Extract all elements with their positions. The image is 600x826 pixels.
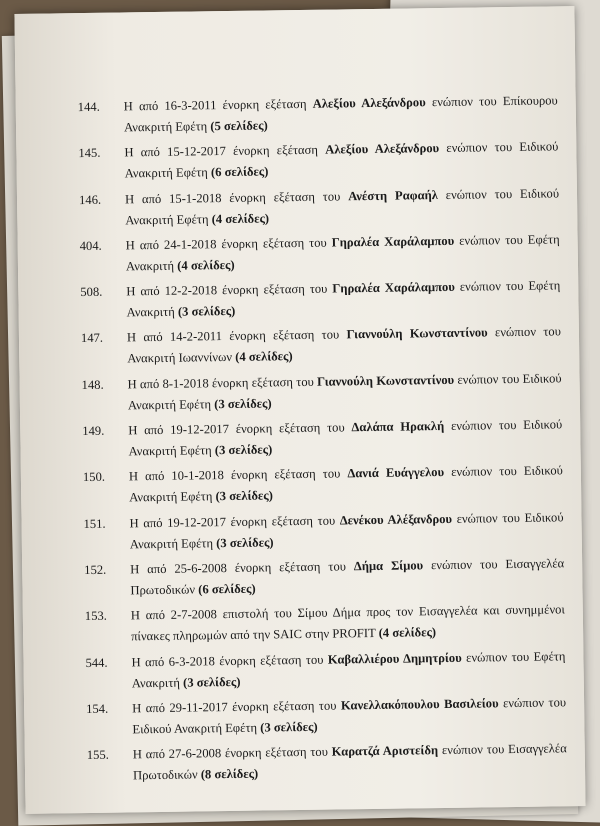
entry-text — [131, 600, 566, 648]
list-item — [86, 692, 567, 741]
entry-number: 146. — [79, 189, 126, 232]
entry-text — [128, 414, 563, 462]
entry-number: 153. — [85, 606, 132, 649]
list-item — [85, 646, 566, 695]
list-item — [87, 738, 568, 787]
entry-description: Η από 6-3-2018 ένορκη εξέταση του — [131, 652, 328, 669]
page-count: (3 σελίδες) — [260, 720, 318, 735]
witness-name: Καρατζά Αριστείδη — [332, 743, 439, 758]
witness-name: Καβαλλιέρου Δημητρίου — [328, 650, 462, 666]
witness-name: Αλεξίου Αλεξάνδρου — [313, 95, 426, 111]
entry-authority: ενώπιον του Ειδικού Ανακριτή Εφέτη — [128, 371, 562, 412]
entry-authority: ενώπιον του Εφέτη Ανακριτή — [126, 232, 560, 273]
entry-text — [124, 90, 559, 138]
entry-number: 508. — [80, 282, 127, 325]
witness-name: Γιαννούλη Κωνσταντίνου — [317, 373, 454, 389]
list-item — [82, 414, 563, 463]
entry-authority: ενώπιον του Ειδικού Ανακριτή Εφέτη — [125, 186, 559, 227]
page-count: (3 σελίδες) — [183, 674, 241, 689]
list-item — [79, 183, 560, 232]
entry-authority: ενώπιον του Ειδικού Ανακριτή Εφέτη — [130, 510, 564, 551]
entry-number: 155. — [87, 745, 134, 788]
page-count: (3 σελίδες) — [215, 489, 273, 504]
entry-text — [129, 507, 564, 555]
entry-text — [126, 229, 561, 277]
entry-description: Η από 19-12-2017 ένορκη εξέταση του — [129, 513, 339, 530]
entry-authority: ενώπιον του Ειδικού Ανακριτή Εφέτη — [132, 695, 566, 736]
witness-name: Γηραλέα Χαράλαμπου — [332, 280, 455, 296]
entry-text — [127, 368, 562, 416]
list-item — [78, 90, 559, 139]
entry-authority: ενώπιον του Ανακριτή Ιωαννίνων — [127, 325, 561, 366]
entry-description: Η από 2-7-2008 επιστολή του Σίμου Δήμα προς τον Εισαγγελέα και συνημμένοι πίνακες πληρωμών από την SAIC στην PROFIT — [131, 603, 565, 644]
entry-description: Η από 15-12-2017 ένορκη εξέταση — [124, 143, 325, 160]
list-item — [81, 322, 562, 371]
entry-number: 149. — [82, 420, 129, 463]
page-count: (3 σελίδες) — [215, 442, 273, 457]
entry-number: 404. — [80, 235, 127, 278]
entry-number: 152. — [84, 559, 131, 602]
entry-number: 544. — [85, 652, 132, 695]
page-count: (3 σελίδες) — [214, 396, 272, 411]
entry-authority: ενώπιον του Εισαγγελέα Πρωτοδικών — [133, 741, 567, 782]
entry-description: Η από 12-2-2018 ένορκη εξέταση του — [126, 282, 332, 299]
entry-authority: ενώπιον του Επίκουρου Ανακριτή Εφέτη — [124, 93, 558, 134]
list-item — [83, 461, 564, 510]
entry-text — [126, 276, 561, 324]
page-count: (4 σελίδες) — [235, 350, 293, 365]
entry-text — [130, 553, 565, 601]
page-count: (8 σελίδες) — [201, 767, 259, 782]
page-count: (6 σελίδες) — [198, 582, 256, 597]
entry-description: Η από 10-1-2018 ένορκη εξέταση του — [129, 467, 348, 484]
entry-description: Η από 27-6-2008 ένορκη εξέταση του — [133, 745, 332, 762]
entry-authority: ενώπιον του Ειδικού Ανακριτή Εφέτη — [125, 140, 559, 181]
entry-description: Η από 29-11-2017 ένορκη εξέταση του — [132, 698, 341, 715]
witness-name: Αλεξίου Αλεξάνδρου — [325, 141, 439, 157]
list-item — [84, 553, 565, 602]
page-count: (4 σελίδες) — [379, 625, 437, 640]
witness-name: Δενέκου Αλέξανδρου — [340, 512, 452, 528]
list-item — [83, 507, 564, 556]
entry-description: Η από 24-1-2018 ένορκη εξέταση του — [126, 235, 332, 252]
witness-name: Γηραλέα Χαράλαμπου — [332, 234, 455, 250]
witness-name: Γιαννούλη Κωνσταντίνου — [346, 326, 487, 342]
list-item — [80, 229, 561, 278]
entry-description: Η από 8-1-2018 ένορκη εξέταση του — [128, 375, 318, 392]
entry-description: Η από 16-3-2011 ένορκη εξέταση — [124, 97, 313, 114]
page-count: (4 σελίδες) — [177, 258, 235, 273]
witness-name: Ανέστη Ραφαήλ — [348, 188, 438, 203]
entry-authority: ενώπιον του Εφέτη Ανακριτή — [127, 279, 561, 320]
entry-text — [131, 646, 566, 694]
entry-authority: ενώπιον του Εφέτη Ανακριτή — [132, 649, 566, 690]
page-count: (6 σελίδες) — [211, 165, 269, 180]
witness-name: Δαλάπα Ηρακλή — [351, 419, 444, 434]
entry-number: 150. — [83, 467, 130, 510]
entry-number: 148. — [81, 374, 128, 417]
page-count: (3 σελίδες) — [178, 304, 236, 319]
entry-number: 147. — [81, 328, 128, 371]
witness-name: Δήμα Σίμου — [354, 558, 423, 573]
entry-text — [132, 692, 567, 740]
entry-authority: ενώπιον του Ειδικού Ανακριτή Εφέτη — [128, 417, 562, 458]
entry-authority: ενώπιον του Ειδικού Ανακριτή Εφέτη — [129, 464, 563, 505]
entry-description: Η από 15-1-2018 ένορκη εξέταση του — [125, 189, 348, 206]
entry-number: 151. — [83, 513, 130, 556]
entry-text — [133, 738, 568, 786]
list-item — [81, 368, 562, 417]
document-page — [14, 6, 585, 814]
entry-text — [129, 461, 564, 509]
entry-list — [78, 90, 568, 791]
entry-description: Η από 25-6-2008 ένορκη εξέταση του — [130, 559, 354, 576]
witness-name: Κανελλακόπουλου Βασιλείου — [341, 696, 499, 712]
page-count: (5 σελίδες) — [210, 118, 268, 133]
witness-name: Δανιά Ευάγγελου — [347, 465, 444, 480]
entry-text — [125, 183, 560, 231]
page-count: (3 σελίδες) — [216, 535, 274, 550]
entry-number: 154. — [86, 698, 133, 741]
entry-authority: ενώπιον του Εισαγγελέα Πρωτοδικών — [130, 556, 564, 597]
entry-description: Η από 14-2-2011 ένορκη εξέταση του — [127, 328, 347, 345]
page-count: (4 σελίδες) — [212, 211, 270, 226]
list-item — [80, 276, 561, 325]
list-item — [78, 137, 559, 186]
entry-text — [127, 322, 562, 370]
list-item — [85, 600, 566, 649]
entry-number: 144. — [78, 96, 125, 139]
entry-description: Η από 19-12-2017 ένορκη εξέταση του — [128, 420, 351, 437]
entry-number: 145. — [78, 143, 125, 186]
entry-text — [124, 137, 559, 185]
